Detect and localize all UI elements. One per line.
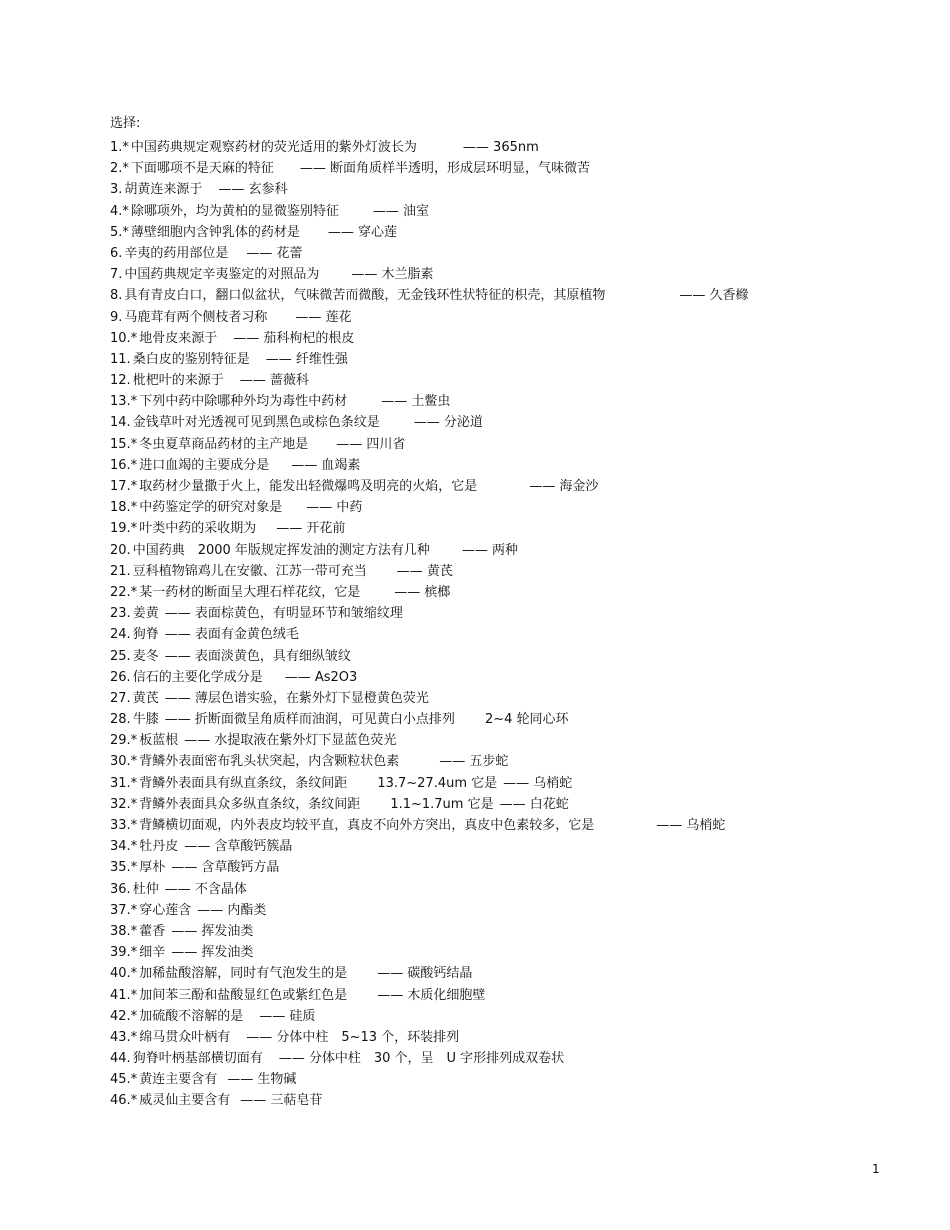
question-row [110,1069,890,1090]
question-row [110,794,890,815]
question-row [110,709,890,730]
question-number: 5.* [110,224,129,240]
question-answer: —— 三萜皂苷 [240,1093,323,1109]
question-number: 45.* [110,1072,138,1088]
question-text: 黄芪 [132,690,159,706]
question-answer: —— 365nm [462,140,539,155]
question-answer: —— 含草酸钙方晶 [171,860,280,876]
question-number: 14. [110,415,131,431]
question-row [110,328,890,349]
question-text: 豆科植物锦鸡儿在安徽、江苏一带可充当 [132,563,367,579]
question-text: 细辛 [139,945,166,961]
question-text: 地骨皮来源于 [139,330,218,346]
question-number: 46.* [110,1093,138,1109]
question-number: 11. [110,351,131,367]
question-answer: —— 分体中柱 30 个，呈 U 字形排列成双卷状 [278,1051,565,1067]
question-number: 34.* [110,839,138,855]
question-answer: —— 五步蛇 [439,754,509,770]
question-answer: —— 穿心莲 [327,224,398,240]
question-text: 金钱草叶对光透视可见到黑色或棕色条纹是 [132,415,380,431]
question-row [110,900,890,921]
question-answer: —— 内酯类 [197,902,267,918]
question-row [110,391,890,412]
question-text: 黄连主要含有 [139,1072,218,1088]
question-text: 中国药典 2000 年版规定挥发油的测定方法有几种 [132,542,430,558]
question-text: 麦冬 [132,648,159,664]
question-text: 取药材少量撒于火上，能发出轻微爆鸣及明亮的火焰，它是 [139,479,478,494]
question-answer: —— 乌梢蛇 [503,775,573,791]
question-row [110,497,890,518]
question-number: 24. [110,627,131,643]
question-text: 狗脊叶柄基部横切面有 [132,1051,263,1067]
question-number: 19.* [110,521,138,537]
question-answer: —— 不含晶体 [164,881,247,897]
question-answer: —— 白花蛇 [499,796,569,812]
question-row [110,1090,890,1111]
question-answer: —— 四川省 [336,436,406,452]
question-answer: —— As2O3 [284,669,358,685]
question-row [110,963,890,984]
question-row [110,434,890,455]
question-row [110,624,890,645]
question-answer: —— 水提取液在紫外灯下显蓝色荧光 [184,733,397,749]
question-text: 威灵仙主要含有 [139,1093,231,1109]
question-answer: —— 黄芪 [396,563,453,579]
question-number: 41.* [110,987,138,1003]
question-answer: —— 木兰脂素 [351,267,434,283]
question-row [110,857,890,878]
question-text: 信石的主要化学成分是 [132,669,263,685]
question-answer: —— 分泌道 [413,415,483,431]
question-number: 21. [110,563,131,579]
question-answer: —— 表面淡黄色，具有细纵皱纹 [164,648,351,664]
question-number: 16.* [110,457,138,473]
question-row [110,879,890,900]
question-row [110,1006,890,1027]
question-text: 下列中药中除哪种外均为毒性中药材 [139,394,348,410]
question-row [110,582,890,603]
question-row [110,243,890,264]
question-row [110,349,890,370]
question-text: 桑白皮的鉴别特征是 [132,351,250,367]
question-row [110,561,890,582]
question-row [110,815,890,836]
question-number: 2.* [110,161,129,177]
question-row [110,603,890,624]
question-text: 杜仲 [132,881,159,897]
question-text: 板蓝根 [139,733,179,749]
question-text: 加间苯三酚和盐酸显红色或紫红色是 [139,987,348,1003]
question-row [110,751,890,772]
question-text: 某一药材的断面呈大理石样花纹，它是 [139,584,361,600]
question-text: 加稀盐酸溶解，同时有气泡发生的是 [139,966,348,982]
question-row [110,412,890,433]
question-text: 具有青皮白口，翻口似盆状，气味微苦而微酸，无金钱环性状特征的枳壳，其原植物 [124,288,606,304]
question-row [110,646,890,667]
question-number: 1.* [110,140,129,155]
question-row [110,137,890,158]
question-text: 厚朴 [139,860,166,876]
question-answer: —— 花蕾 [246,245,303,261]
question-number: 40.* [110,966,138,982]
question-row [110,836,890,857]
question-answer: —— 两种 [461,542,519,558]
question-answer: —— 挥发油类 [171,945,254,961]
question-number: 35.* [110,860,138,876]
question-number: 28. [110,712,131,728]
question-text: 中药鉴定学的研究对象是 [139,500,283,516]
question-number: 39.* [110,945,138,961]
question-text: 中国药典规定辛夷鉴定的对照品为 [124,267,320,283]
question-number: 23. [110,606,131,622]
question-text: 狗脊 [132,627,159,643]
question-number: 15.* [110,436,138,452]
question-answer: —— 油室 [372,203,430,219]
question-number: 7. [110,267,123,283]
question-row [110,730,890,751]
question-answer: —— 木质化细胞壁 [377,987,486,1003]
question-answer: —— 开花前 [276,521,346,537]
question-text: 枇杷叶的来源于 [132,373,224,389]
question-text: 藿香 [139,923,166,939]
question-number: 33.* [110,818,138,833]
question-answer: —— 折断面微呈角质样而油润，可见黄白小点排列 2~4 轮同心环 [164,712,569,728]
question-number: 32.* [110,796,138,812]
question-number: 10.* [110,330,138,346]
question-row [110,158,890,179]
question-row [110,985,890,1006]
question-answer: —— 蔷薇科 [239,373,309,389]
section-heading: 选择: [110,116,141,131]
question-text: 绵马贯众叶柄有 [139,1029,231,1045]
question-answer: —— 硅质 [259,1008,316,1024]
question-text: 穿心莲含 [139,902,192,918]
question-number: 36. [110,881,131,897]
question-number: 20. [110,542,131,558]
question-row [110,1027,890,1048]
question-row [110,201,890,222]
question-row [110,518,890,539]
question-answer: —— 槟榔 [394,584,451,600]
question-text: 中国药典规定观察药材的荧光适用的紫外灯波长为 [130,140,417,155]
question-row [110,222,890,243]
question-text: 下面哪项不是天麻的特征 [130,161,274,177]
question-row [110,773,890,794]
question-text: 背鳞外表面具众多纵直条纹，条纹间距 1.1~1.7um 它是 [139,796,494,812]
question-number: 42.* [110,1008,138,1024]
question-number: 17.* [110,479,138,494]
question-text: 牡丹皮 [139,839,179,855]
question-row [110,921,890,942]
question-answer: —— 中药 [306,500,363,516]
question-number: 22.* [110,584,138,600]
question-text: 除哪项外，均为黄柏的显微鉴别特征 [130,203,339,219]
question-row [110,688,890,709]
question-number: 27. [110,690,131,706]
question-number: 43.* [110,1029,138,1045]
question-answer: —— 乌梢蛇 [656,818,726,833]
question-answer: —— 海金沙 [529,479,599,494]
question-row [110,370,890,391]
question-row [110,476,890,497]
question-number: 31.* [110,775,138,791]
question-answer: —— 生物碱 [227,1072,297,1088]
question-number: 29.* [110,733,138,749]
question-text: 背鳞外表面密布乳头状突起，内含颗粒状色素 [139,754,400,770]
question-answer: —— 土鳖虫 [381,394,451,410]
question-answer: —— 含草酸钙簇晶 [184,839,293,855]
question-text: 牛膝 [132,712,159,728]
question-text: 冬虫夏草商品药材的主产地是 [139,436,309,452]
question-answer: —— 茄科枸杞的根皮 [233,330,355,346]
question-number: 37.* [110,902,138,918]
question-answer: —— 久香橼 [679,288,749,304]
question-row [110,942,890,963]
question-text: 马鹿茸有两个侧枝者习称 [124,309,268,325]
question-text: 姜黄 [132,606,159,622]
question-row [110,540,890,561]
question-answer: —— 挥发油类 [171,923,254,939]
question-number: 8. [110,288,123,304]
question-text: 胡黄连来源于 [124,182,203,198]
question-text: 背鳞横切面观，内外表皮均较平直，真皮不向外方突出，真皮中色素较多，它是 [139,818,595,833]
question-number: 3. [110,182,123,198]
question-row [110,307,890,328]
question-number: 30.* [110,754,138,770]
question-number: 13.* [110,394,138,410]
question-answer: —— 断面角质样半透明，形成层环明显，气味微苦 [299,161,591,177]
question-text: 叶类中药的采收期为 [139,521,257,537]
question-number: 6. [110,245,123,261]
question-number: 44. [110,1051,131,1067]
question-number: 18.* [110,500,138,516]
question-row [110,179,890,200]
question-row [110,1048,890,1069]
question-answer: —— 血竭素 [291,457,361,473]
question-number: 9. [110,309,123,325]
question-answer: —— 分体中柱 5~13 个，环装排列 [246,1029,460,1045]
question-number: 12. [110,373,131,389]
question-row [110,285,890,306]
question-text: 进口血竭的主要成分是 [139,457,270,473]
question-answer: —— 表面有金黄色绒毛 [164,627,299,643]
question-answer: —— 莲花 [295,309,352,325]
question-row [110,667,890,688]
question-answer: —— 碳酸钙结晶 [377,966,473,982]
question-number: 4.* [110,203,129,219]
question-text: 薄壁细胞内含钟乳体的药材是 [130,224,300,240]
page-number: 1 [872,1162,880,1176]
question-text: 加硫酸不溶解的是 [139,1008,244,1024]
question-list [110,137,890,1112]
question-row [110,264,890,285]
question-answer: —— 表面棕黄色，有明显环节和皱缩纹理 [164,606,403,622]
question-number: 26. [110,669,131,685]
question-number: 38.* [110,923,138,939]
question-text: 辛夷的药用部位是 [124,245,229,261]
question-row [110,455,890,476]
question-number: 25. [110,648,131,664]
question-answer: —— 玄参科 [218,182,288,198]
question-text: 背鳞外表面具有纵直条纹，条纹间距 13.7~27.4um 它是 [139,775,498,791]
question-answer: —— 纤维性强 [265,351,348,367]
question-answer: —— 薄层色谱实验，在紫外灯下显橙黄色荧光 [164,690,429,706]
